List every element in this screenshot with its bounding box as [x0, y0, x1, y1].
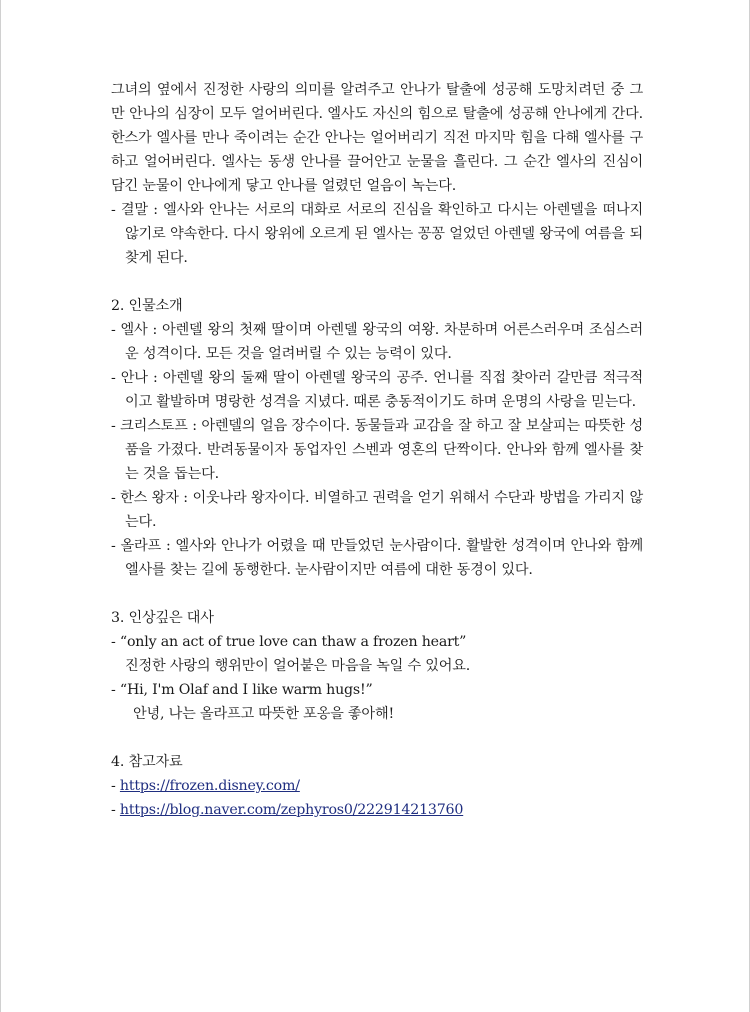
character-item-elsa: - 엘사 : 아렌델 왕의 첫째 딸이며 아렌델 왕국의 여왕. 차분하며 어른스러우며 조심스러운 성격이다. 모든 것을 얼려버릴 수 있는 능력이 있다.	[111, 322, 643, 362]
quote-translation-2: 안녕, 나는 올라프고 따뜻한 포옹을 좋아해!	[133, 706, 394, 722]
character-item-kristoff: - 크리스토프 : 아렌델의 얼음 장수이다. 동물들과 교감을 잘 하고 잘 보살피는 따뜻한 성품을 가졌다. 반려동물이자 동업자인 스벤과 영혼의 단짝이다. 안나와 함께 엘사를 찾는 것을 돕는다.	[111, 418, 643, 482]
quote-original-1: - “only an act of true love can thaw a frozen heart”	[111, 634, 467, 650]
reference-item-1: - https://frozen.disney.com/	[111, 778, 300, 794]
section-gap	[111, 726, 643, 750]
section-gap	[111, 270, 643, 294]
quote-original-2: - “Hi, I'm Olaf and I like warm hugs!”	[111, 682, 373, 698]
character-item-anna: - 안나 : 아렌델 왕의 둘째 딸이 아렌델 왕국의 공주. 언니를 직접 찾아러 갈만큼 적극적이고 활발하며 명랑한 성격을 지녔다. 때론 충동적이기도 하며 운명의 사랑을 믿는다.	[111, 370, 643, 410]
reference-link-naver-blog[interactable]: https://blog.naver.com/zephyros0/222914213760	[119, 802, 464, 818]
document-body	[111, 78, 643, 822]
quote-translation-1: 진정한 사랑의 행위만이 얼어붙은 마음을 녹일 수 있어요.	[125, 658, 471, 674]
plot-summary-paragraph: 그녀의 옆에서 진정한 사랑의 의미를 알려주고 안나가 탈출에 성공해 도망치려던 중 그만 안나의 심장이 모두 얼어버린다. 엘사도 자신의 힘으로 탈출에 성공해 안나에게 간다. 한스가 엘사를 만나 죽이려는 순간 안나는 얼어버리기 직전 마지막 힘을 다해 엘사를 구하고 얼어버린다. 엘사는 동생 안나를 끌어안고 눈물을 흘린다. 그 순간 엘사의 진심이 담긴 눈물이 안나에게 닿고 안나를 얼렸던 얼음이 녹는다.	[111, 82, 643, 194]
character-item-hans: - 한스 왕자 : 이웃나라 왕자이다. 비열하고 권력을 얻기 위해서 수단과 방법을 가리지 않는다.	[111, 490, 643, 530]
character-item-olaf: - 올라프 : 엘사와 안나가 어렸을 때 만들었던 눈사람이다. 활발한 성격이며 안나와 함께 엘사를 찾는 길에 동행한다. 눈사람이지만 여름에 대한 동경이 있다.	[111, 538, 643, 578]
reference-link-disney[interactable]: https://frozen.disney.com/	[119, 778, 300, 794]
references-heading: 4. 참고자료	[111, 754, 183, 770]
plot-ending-item: - 결말 : 엘사와 안나는 서로의 대화로 서로의 진심을 확인하고 다시는 아렌델을 떠나지 않기로 약속한다. 다시 왕위에 오르게 된 엘사는 꽁꽁 얼었던 아렌델 왕국에 여름을 되찾게 된다.	[111, 202, 643, 266]
section-gap	[111, 582, 643, 606]
characters-heading: 2. 인물소개	[111, 298, 183, 314]
reference-item-2: - https://blog.naver.com/zephyros0/222914213760	[111, 802, 464, 818]
quotes-heading: 3. 인상깊은 대사	[111, 610, 214, 626]
